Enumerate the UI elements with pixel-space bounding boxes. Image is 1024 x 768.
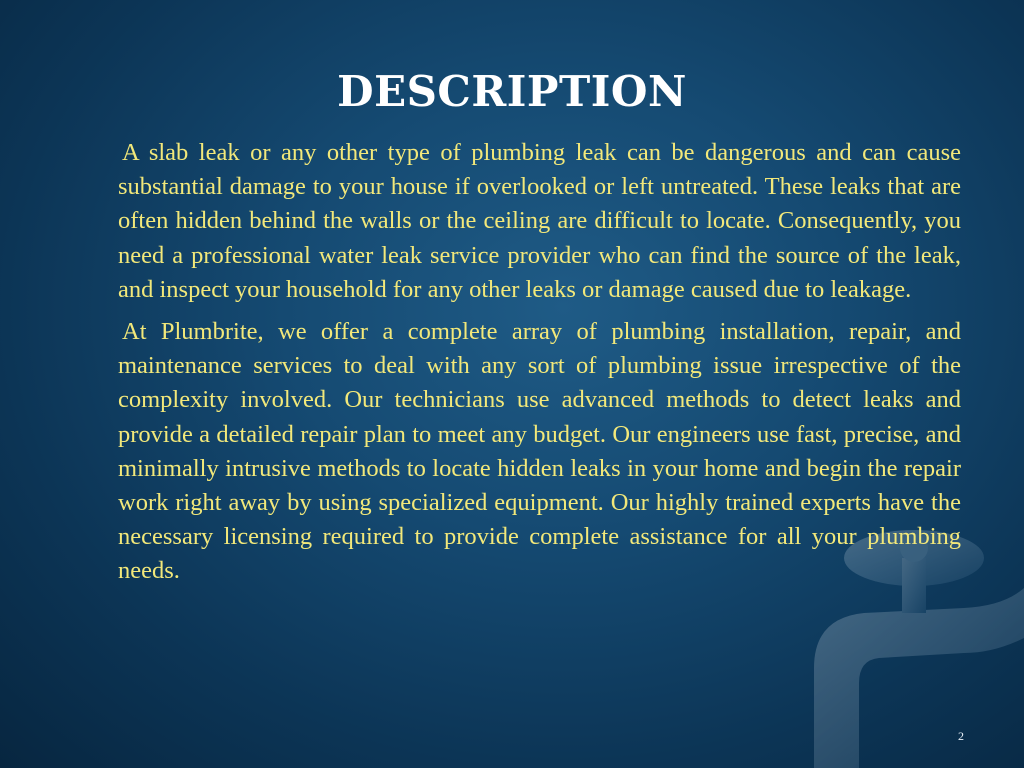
description-body <box>118 136 961 597</box>
page-number: 2 <box>958 729 964 743</box>
page-title: DESCRIPTION <box>337 67 687 116</box>
paragraph-1: A slab leak or any other type of plumbing leak can be dangerous and can cause substantial damage to your house if overlooked or left untreated. These leaks that are often hidden behind the walls or the ceiling are difficult to locate. Consequently, you need a professional water leak service provider who can find the source of the leak, and inspect your household for any other leaks or damage caused due to leakage. <box>118 139 961 303</box>
paragraph-2: At Plumbrite, we offer a complete array of plumbing installation, repair, and maintenance services to deal with any sort of plumbing issue irrespective of the complexity involved. Our technicians use advanced methods to detect leaks and provide a detailed repair plan to meet any budget. Our engineers use fast, precise, and minimally intrusive methods to locate hidden leaks in your home and begin the repair work right away by using specialized equipment. Our highly trained experts have the necessary licensing required to provide complete assistance for all your plumbing needs. <box>118 318 961 585</box>
